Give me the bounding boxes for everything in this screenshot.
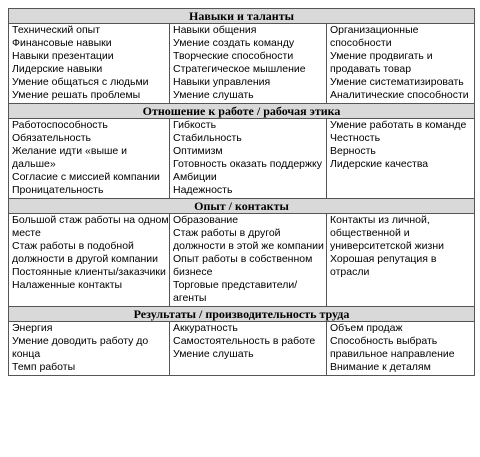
list-item: Объем продаж — [330, 322, 403, 334]
list-item: Самостоятельность в работе — [173, 335, 316, 347]
list-item: Честность — [330, 132, 381, 144]
list-item: Большой стаж работы на одном месте — [12, 214, 169, 239]
section-title: Отношение к работе / рабочая этика — [9, 104, 475, 119]
list-item: Организационные способности — [330, 24, 419, 49]
list-item: Гибкость — [173, 119, 217, 131]
list-item: Аналитические способности — [330, 89, 469, 101]
list-item: Обязательность — [12, 132, 92, 144]
list-item: Навыки презентации — [12, 50, 114, 62]
list-item: Работоспособность — [12, 119, 108, 131]
section-column — [327, 119, 475, 199]
list-item: Стабильность — [173, 132, 242, 144]
list-item: Умение продвигать и продавать товар — [330, 50, 433, 75]
list-item: Лидерские навыки — [12, 63, 103, 75]
list-item: Внимание к деталям — [330, 361, 431, 373]
list-item: Стратегическое мышление Навыки управления — [173, 63, 306, 88]
section-header-row — [9, 104, 475, 119]
section-header-row — [9, 307, 475, 322]
section-column — [327, 214, 475, 307]
list-item: Опыт работы в собственном бизнесе — [173, 253, 313, 278]
section-body-row — [9, 119, 475, 199]
section-column — [9, 119, 170, 199]
list-item: Умение создать команду — [173, 37, 295, 49]
list-item: Налаженные контакты — [12, 279, 123, 291]
section-column — [9, 24, 170, 104]
list-item: Верность — [330, 145, 376, 157]
section-title: Опыт / контакты — [9, 199, 475, 214]
list-item: Стаж работы в другой должности в этой же компании — [173, 227, 324, 252]
list-item: Умение слушать — [173, 348, 254, 360]
list-item: Лидерские качества — [330, 158, 429, 170]
section-column — [170, 119, 327, 199]
list-item: Проницательность — [12, 184, 104, 196]
section-title: Навыки и таланты — [9, 9, 475, 24]
table-body — [9, 9, 475, 376]
list-item: Контакты из личной, общественной и университетской жизни — [330, 214, 444, 252]
list-item: Технический опыт — [12, 24, 101, 36]
section-body-row — [9, 24, 475, 104]
section-column — [170, 214, 327, 307]
list-item: Умение слушать — [173, 89, 254, 101]
list-item: Умение работать в команде — [330, 119, 467, 131]
list-item: Умение общаться с людьми — [12, 76, 149, 88]
list-item: Умение доводить работу до конца — [12, 335, 149, 360]
list-item: Способность выбрать правильное направление — [330, 335, 455, 360]
list-item: Аккуратность — [173, 322, 238, 334]
list-item: Постоянные клиенты/заказчики — [12, 266, 166, 278]
list-item: Энергия — [12, 322, 53, 334]
list-item: Умение систематизировать — [330, 76, 464, 88]
list-item: Творческие способности — [173, 50, 294, 62]
list-item: Стаж работы в подобной должности в другой компании — [12, 240, 159, 265]
list-item: Торговые представители/агенты — [173, 279, 298, 304]
list-item: Согласие с миссией компании — [12, 171, 160, 183]
section-column — [170, 24, 327, 104]
section-body-row — [9, 214, 475, 307]
list-item: Надежность — [173, 184, 233, 196]
list-item: Амбиции — [173, 171, 217, 183]
section-column — [9, 322, 170, 376]
list-item: Навыки общения — [173, 24, 257, 36]
list-item: Оптимизм — [173, 145, 223, 157]
list-item: Образование — [173, 214, 239, 226]
section-column — [327, 322, 475, 376]
section-column — [170, 322, 327, 376]
list-item: Хорошая репутация в отрасли — [330, 253, 437, 278]
list-item: Умение решать проблемы — [12, 89, 141, 101]
list-item: Темп работы — [12, 361, 76, 373]
section-body-row — [9, 322, 475, 376]
list-item: Готовность оказать поддержку — [173, 158, 323, 170]
list-item: Финансовые навыки — [12, 37, 112, 49]
section-column — [327, 24, 475, 104]
section-column — [9, 214, 170, 307]
section-title: Результаты / производительность труда — [9, 307, 475, 322]
section-header-row — [9, 199, 475, 214]
list-item: Желание идти «выше и дальше» — [12, 145, 128, 170]
skills-table — [8, 8, 475, 376]
section-header-row — [9, 9, 475, 24]
